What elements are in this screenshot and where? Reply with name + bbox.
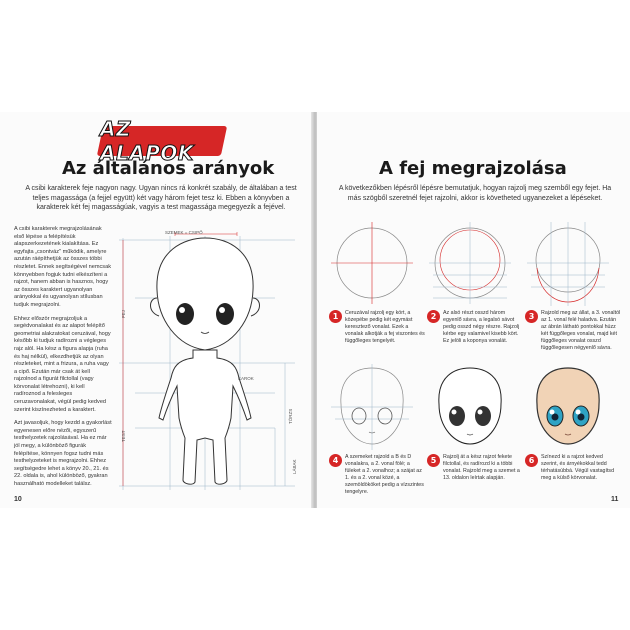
book-spread [0, 112, 630, 508]
step-5-number: 5 [427, 454, 440, 467]
left-body-text [14, 226, 112, 495]
label-body: TEST [121, 430, 126, 442]
step-2-text: Az alsó részt osszd három egyenlő sávra, a legalsó sávot pedig osszd négy részre. Rajzolj kérbe egy valamivel kisebb kört. Ez jelöli a koponya vonalát. [443, 310, 520, 344]
label-eyes-hips: SZEMEK = CSIPŐ [165, 230, 203, 235]
step-1-number: 1 [329, 310, 342, 323]
step-5-text: Rajzolj át a kész rajzot fekete filctollal, és radírozd ki a többi vonalat. Rajzold meg a szemet a 13. oldalon leírtak alapján. [443, 454, 520, 481]
right-page-title: A fej megrajzolása [379, 158, 567, 179]
step-6-number: 6 [525, 454, 538, 467]
label-legs: LÁBAK [292, 459, 297, 474]
label-arms: KAROK [238, 376, 254, 381]
step-3-drawing [523, 218, 613, 308]
label-head: FEJ [121, 309, 126, 318]
step-6-text: Színezd ki a rajzot kedved szerint, és árnyékokkal tedd térhatásúbbá. Végül vastagítsd meg a külső körvonalat. [541, 454, 615, 481]
proportion-diagram [115, 228, 311, 498]
page-number-left: 10 [14, 496, 22, 503]
body-paragraph: Azt javasoljuk, hogy kezdd a gyakorlást egyenesen előre nézői, egyszerű testhelyzetek rajzolásával. Ha ez már jól megy, a különböző figurák felépítése, könnyen fogsz tudni más testhelyzeteket is megrajzolni. Ehhez segítségedre lehet a könyv 20., 21. és 22. oldala is, ahol különböző, gyakran használható modelleket találsz. [14, 420, 112, 487]
step-4-text: A szemeket rajzold a B és D vonalakra, a 2. vonal fölé; a füleket a 2. vonalhoz; a szájat az 1. és a 2. vonal közé, a szemöldököket pedig a vízszintes tengelyre. [345, 454, 424, 495]
step-2-drawing [425, 218, 515, 308]
section-banner-text: AZ ALAPOK [100, 117, 194, 165]
right-page-intro: A következőkben lépésről lépésre bemutatjuk, hogyan rajzolj meg szemből egy fejet. Ha más szögből szeretnél fejet rajzolni, akkor is követheted ugyanezeket a lépéseket. [338, 185, 612, 202]
section-banner [100, 117, 224, 165]
page-number-right: 11 [611, 496, 619, 503]
step-3-text: Rajzold meg az állat, a 3. vonaltól az 1. vonal felé haladva. Ezután az ábrán látható pontokkal húzz két függőleges vonalat, majd két függőleges vonalat osszd függőlegesen négyenlő sávra. [541, 310, 621, 351]
right-page [317, 112, 630, 508]
step-1-drawing [327, 218, 417, 308]
left-page [0, 112, 313, 508]
body-paragraph: Ehhez először megrajzoljuk a segédvonalakat és az alapot felépítő geometriai alakzatokat ceruzával, hogy később ki tudjuk radírozni a végleges rajz alól. Ha kész a figura alapja (ruha és haj nélkül), elkezdhetjük az olyan részleteket, mint a frizura, a ruha vagy a cipő. Ezután már csak át kell rajzolnod a figurát filctollal (vagy körvonalat létrehozni), ki kell radíroznod a felesleges ceruzavonalakat, végül pedig kedved szerint kiszínezheted a karaktert. [14, 315, 111, 413]
body-paragraph: A csibi karakterek megrajzolásának első lépése a felépítésük alapszerkezetének kialakítása. Ez egyfajta „csontváz" működik, amelyre azután ráépíthetjük az összes többi részletet. Ennek segítségével nemcsak könnyebben fogjuk tudni elkészíteni a rajzot, hanem abban is hasznos, hogy az összes karaktert ugyanolyan arányokkal és ugyanolyan stílusban tudjuk megrajzolni. [14, 226, 112, 308]
step-5-drawing [425, 362, 515, 452]
step-2-number: 2 [427, 310, 440, 323]
step-3-number: 3 [525, 310, 538, 323]
left-page-title: Az általános arányok [62, 158, 275, 179]
step-4-number: 4 [329, 454, 342, 467]
left-page-intro: A csibi karakterek feje nagyon nagy. Ugyan nincs rá konkrét szabály, de általában a test teljes magassága (a fejjel együtt) két vagy három fejet tesz ki. Ebben a könyvben a karakterek két fej magasságúak, vagyis a test magassága megegyezik a fejével. [25, 185, 297, 211]
step-1-text: Ceruzával rajzolj egy kört, a közepébe pedig két egymást keresztező vonalat. Ezek a vonalak alkotják a fej viszontes és függőleges tengelyét. [345, 310, 425, 344]
step-6-drawing [523, 362, 613, 452]
label-torso: TÖRZS [288, 408, 293, 424]
step-4-drawing [327, 362, 417, 452]
